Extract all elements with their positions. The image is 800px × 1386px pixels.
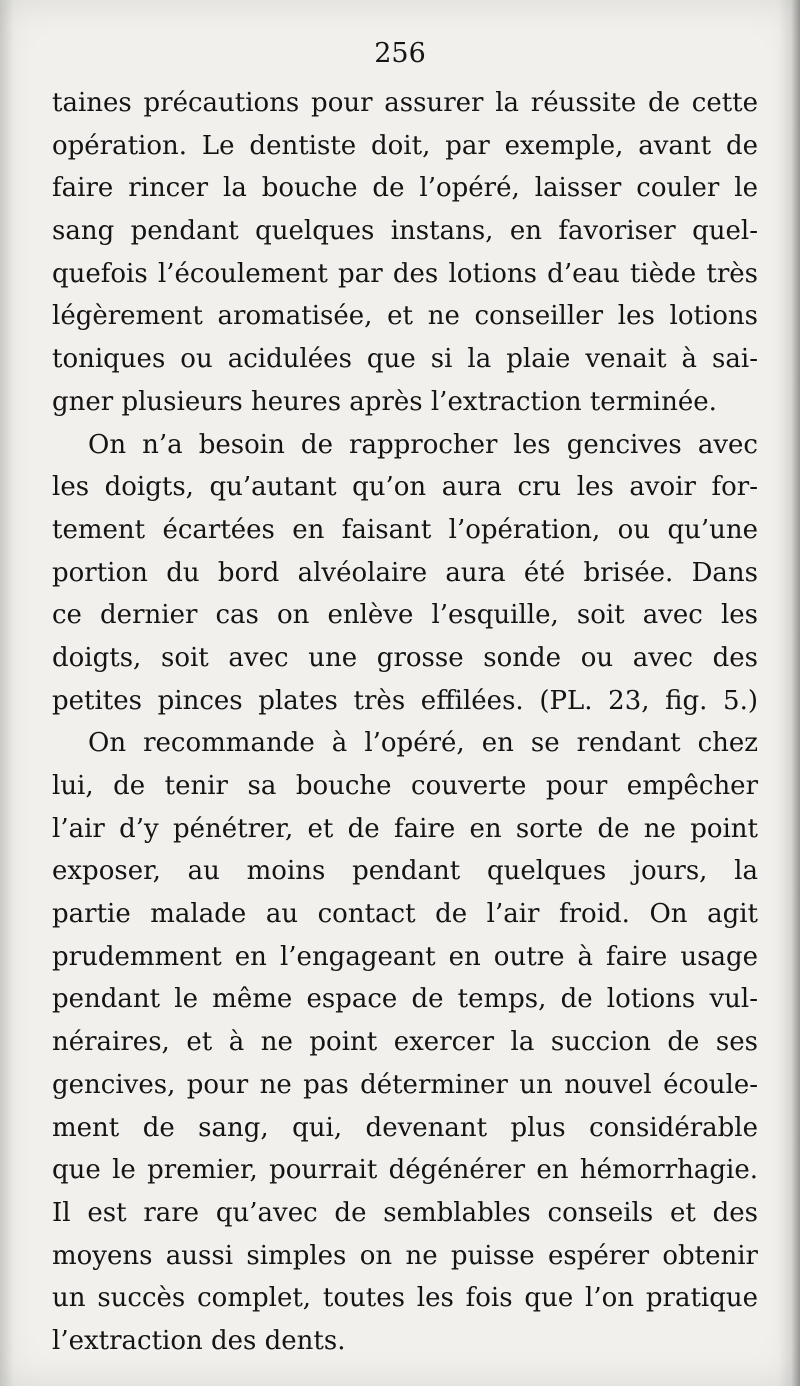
text-line: taines précautions pour assurer la réussite de cette [52,88,758,118]
page-number: 256 [374,38,426,69]
text-line: pendant le même espace de temps, de lotions vul- [52,984,758,1015]
text-line: portion du bord alvéolaire aura été brisée. Dans [52,557,758,588]
text-line: un succès complet, toutes les fois que l’on pratique [52,1283,758,1314]
page-left-shadow [0,0,14,1386]
text-line: toniques ou acidulées que si la plaie venait à sai- [52,344,758,375]
text-line: partie malade au contact de l’air froid. On agit [52,899,758,930]
text-line: exposer, au moins pendant quelques jours, la [52,856,758,887]
text-line: néraires, et à ne point exercer la succion de ses [52,1027,758,1058]
text-line: Il est rare qu’avec de semblables conseils et des [52,1197,758,1228]
text-line: l’air d’y pénétrer, et de faire en sorte de ne point [52,813,758,844]
text-line: doigts, soit avec une grosse sonde ou avec des [52,642,758,673]
text-line: gencives, pour ne pas déterminer un nouvel écoule- [52,1069,758,1100]
text-line: opération. Le dentiste doit, par exemple, avant de [52,130,758,161]
text-line: moyens aussi simples on ne puisse espérer obtenir [52,1240,758,1271]
text-line: l’extraction des dents. [52,1325,346,1356]
text-line: sang pendant quelques instans, en favoriser quel- [52,216,758,247]
text-line: On n’a besoin de rapprocher les gencives avec [88,429,758,460]
page-right-shadow [778,0,800,1386]
text-line: les doigts, qu’autant qu’on aura cru les avoir for- [52,472,758,503]
text-line: ce dernier cas on enlève l’esquille, soit avec les [52,600,758,631]
text-line: On recommande à l’opéré, en se rendant chez [88,728,758,759]
text-line: quefois l’écoulement par des lotions d’eau tiède très [52,258,758,289]
text-line: prudemment en l’engageant en outre à faire usage [52,941,758,972]
text-line: légèrement aromatisée, et ne conseiller les lotions [52,301,758,332]
body-text [52,82,758,1363]
text-line: petites pinces plates très effilées. (PL. 23, fig. 5.) [52,685,758,716]
text-line: ment de sang, qui, devenant plus considérable [52,1112,758,1143]
text-line: tement écartées en faisant l’opération, ou qu’une [52,514,758,545]
text-line: lui, de tenir sa bouche couverte pour empêcher [52,771,758,801]
text-line: gner plusieurs heures après l’extraction terminée. [52,386,717,417]
text-line: que le premier, pourrait dégénérer en hémorrhagie. [52,1155,758,1186]
text-line: faire rincer la bouche de l’opéré, laisser couler le [52,173,758,204]
